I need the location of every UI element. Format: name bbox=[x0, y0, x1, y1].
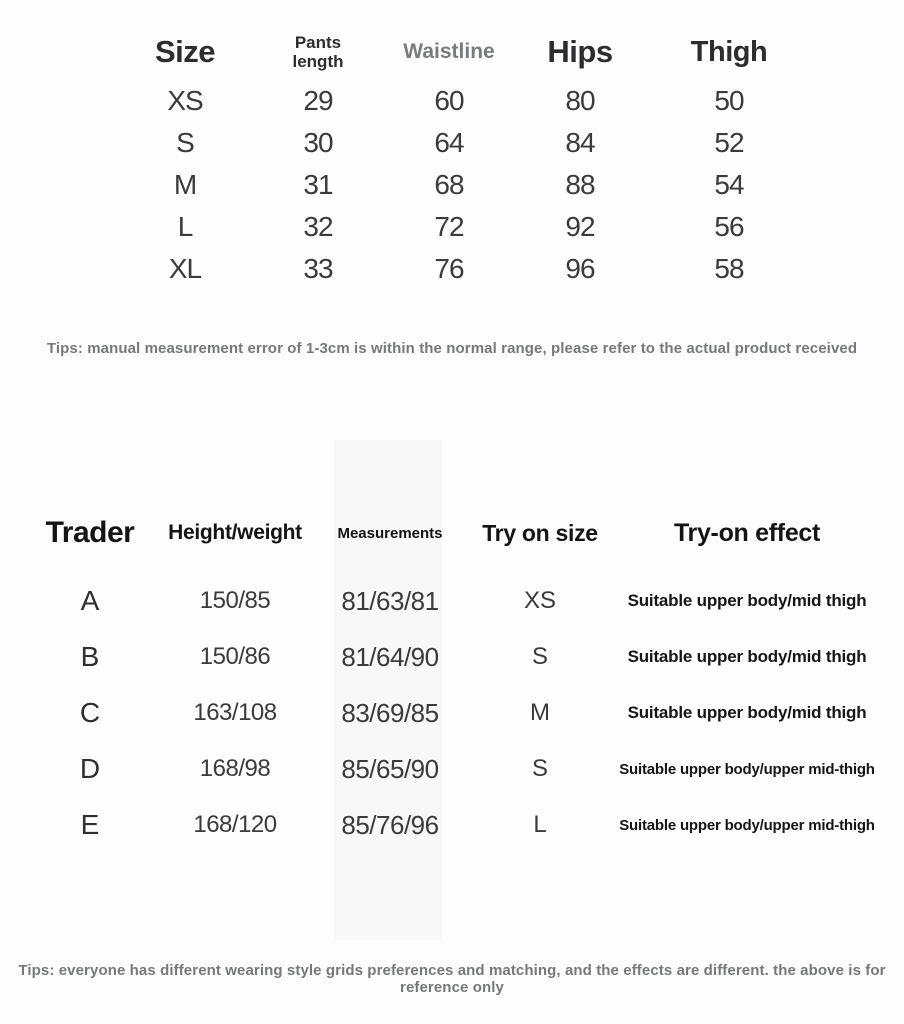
thigh-cell: 50 bbox=[714, 85, 744, 116]
pants-length-cell: 31 bbox=[303, 169, 333, 200]
thigh-cell: 54 bbox=[714, 169, 744, 200]
hips-cell: 84 bbox=[565, 127, 595, 158]
size-table bbox=[110, 24, 820, 290]
hips-cell: 96 bbox=[565, 253, 595, 284]
pants-length-cell: 33 bbox=[303, 253, 333, 284]
measurements-cell: 83/69/85 bbox=[341, 697, 439, 728]
trader-cell: A bbox=[80, 585, 100, 616]
trader-cell: B bbox=[80, 641, 100, 672]
try-on-effect-cell: Suitable upper body/mid thigh bbox=[627, 703, 867, 722]
try-on-size-cell: S bbox=[531, 643, 548, 670]
try-on-effect-cell: Suitable upper body/mid thigh bbox=[627, 647, 867, 666]
try-on-header-trader: Trader bbox=[45, 516, 135, 549]
waistline-cell: 72 bbox=[434, 211, 464, 242]
try-on-size-cell: XS bbox=[523, 587, 556, 614]
size-cell: S bbox=[176, 127, 194, 158]
trader-cell: D bbox=[79, 753, 101, 784]
hips-cell: 92 bbox=[565, 211, 595, 242]
height-weight-cell: 150/86 bbox=[199, 643, 271, 670]
height-weight-cell: 163/108 bbox=[193, 699, 277, 726]
size-table-header-size: Size bbox=[154, 34, 216, 69]
height-weight-cell: 150/85 bbox=[199, 587, 271, 614]
thigh-cell: 52 bbox=[714, 127, 744, 158]
measurements-cell: 85/65/90 bbox=[341, 753, 439, 784]
size-table-header-pants-length-text: Pants length bbox=[292, 32, 344, 71]
size-table-header-thigh: Thigh bbox=[690, 35, 768, 68]
measurements-cell: 81/63/81 bbox=[341, 585, 439, 616]
measurements-cell: 85/76/96 bbox=[341, 809, 439, 840]
try-on-table bbox=[20, 505, 884, 853]
hips-cell: 80 bbox=[565, 85, 595, 116]
pants-length-cell: 29 bbox=[303, 85, 333, 116]
hips-cell: 88 bbox=[565, 169, 595, 200]
size-table-header-waistline: Waistline bbox=[403, 40, 495, 63]
measurements-cell: 81/64/90 bbox=[341, 641, 439, 672]
try-on-header-try-on-size: Try on size bbox=[482, 519, 598, 546]
thigh-cell: 56 bbox=[714, 211, 744, 242]
pants-length-cell: 32 bbox=[303, 211, 333, 242]
waistline-cell: 60 bbox=[434, 85, 464, 116]
waistline-cell: 68 bbox=[434, 169, 464, 200]
measurement-tips-note: Tips: manual measurement error of 1-3cm is within the normal range, please refer to the actual product received bbox=[46, 340, 858, 357]
waistline-cell: 76 bbox=[434, 253, 464, 284]
size-cell: XL bbox=[168, 253, 202, 284]
trader-cell: C bbox=[79, 697, 101, 728]
size-cell: XS bbox=[167, 85, 203, 116]
try-on-effect-cell: Suitable upper body/upper mid-thigh bbox=[619, 816, 875, 834]
trader-cell: E bbox=[80, 809, 100, 840]
try-on-effect-cell: Suitable upper body/upper mid-thigh bbox=[619, 760, 875, 778]
thigh-cell: 58 bbox=[714, 253, 744, 284]
pants-length-cell: 30 bbox=[303, 127, 333, 158]
size-table-header-hips: Hips bbox=[547, 34, 613, 69]
size-cell: L bbox=[177, 211, 193, 242]
try-on-tips-note: Tips: everyone has different wearing style grids preferences and matching, and the effects are different. the above is for reference only bbox=[18, 962, 886, 996]
size-table-header-pants-length bbox=[260, 24, 376, 80]
size-cell: M bbox=[173, 169, 197, 200]
try-on-header-try-on-effect: Try-on effect bbox=[673, 518, 821, 547]
height-weight-cell: 168/120 bbox=[193, 811, 277, 838]
try-on-header-height-weight: Height/weight bbox=[168, 521, 302, 544]
try-on-effect-cell: Suitable upper body/mid thigh bbox=[627, 591, 867, 610]
waistline-cell: 64 bbox=[434, 127, 464, 158]
try-on-size-cell: S bbox=[531, 755, 548, 782]
try-on-header-measurements: Measurements bbox=[337, 524, 443, 542]
try-on-size-cell: M bbox=[530, 699, 550, 726]
try-on-size-cell: L bbox=[533, 811, 547, 838]
height-weight-cell: 168/98 bbox=[199, 755, 271, 782]
